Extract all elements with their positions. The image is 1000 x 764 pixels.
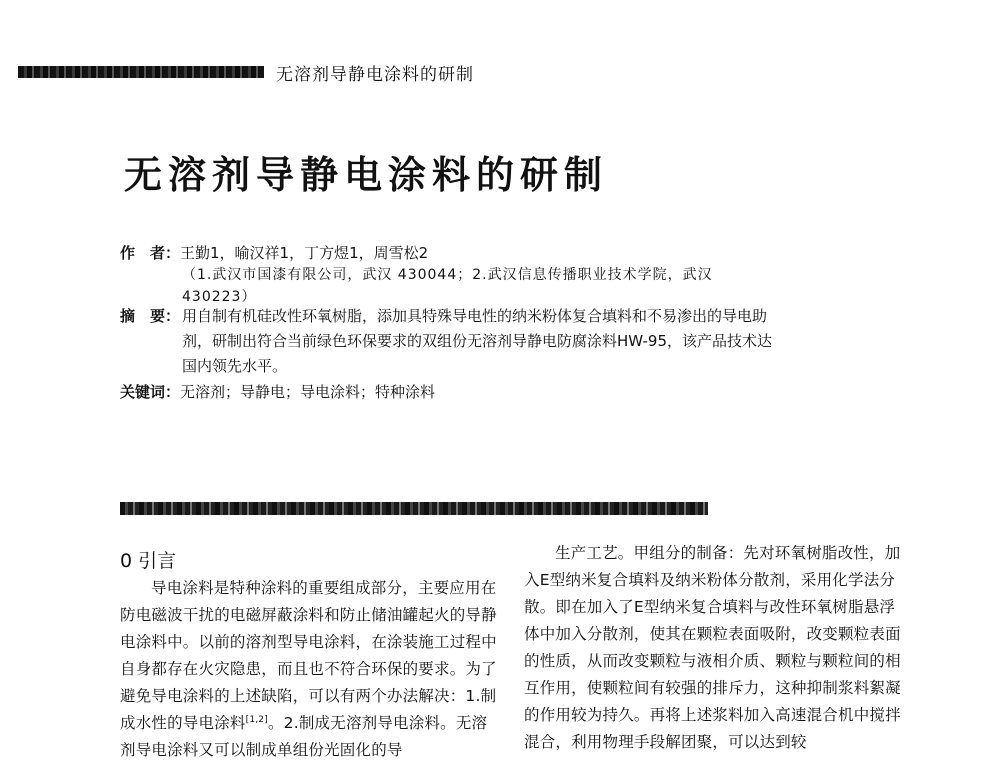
abstract-text: 用自制有机硅改性环氧树脂，添加具特殊导电性的纳米粉体复合填料和不易渗出的导电助剂，研制出符合当前绿色环保要求的双组份无溶剂导静电防腐涂料HW-95，该产品技术达国内领先水平。: [182, 307, 773, 375]
section-divider: [120, 502, 708, 515]
right-column: [524, 540, 904, 756]
left-text-part-2: 。2.制成无溶剂导电涂料。无溶剂导电涂料又可以制成单组份光固化的导: [120, 714, 488, 759]
authors-label: 作 者：: [120, 244, 181, 262]
affiliations: （1.武汉市国漆有限公司，武汉 430044；2.武汉信息传播职业技术学院，武汉 430223）: [182, 267, 713, 305]
keywords-line: [120, 381, 435, 402]
keywords-label: 关键词：: [120, 383, 181, 401]
abstract-label: 摘 要：: [120, 307, 181, 325]
header-decorative-bar: [18, 66, 264, 78]
abstract-block: [120, 304, 780, 379]
keywords-text: 无溶剂；导静电；导电涂料；特种涂料: [180, 383, 436, 401]
article-title: 无溶剂导静电涂料的研制: [124, 152, 609, 197]
right-paragraph: 生产工艺。甲组分的制备：先对环氧树脂改性，加入E型纳米复合填料及纳米粉体分散剂，采用化学法分散。即在加入了E型纳米复合填料与改性环氧树脂悬浮体中加入分散剂，使其在颗粒表面吸附，改变颗粒表面的性质，从而改变颗粒与液相介质、颗粒与颗粒间的相互作用，使颗粒间有较强的排斥力，这种抑制浆料絮凝的作用较为持久。再将上述浆料加入高速混合机中搅拌混合，利用物理手段解团聚，可以达到较: [524, 544, 901, 751]
left-text-part-1: 导电涂料是特种涂料的重要组成部分，主要应用在防电磁波干扰的电磁屏蔽涂料和防止储油罐起火的导静电涂料中。以前的溶剂型导电涂料，在涂装施工过程中自身都存在火灾隐患，而且也不符合环保的要求。为了避免导电涂料的上述缺陷，可以有两个办法解决：1.制成水性的导电涂料: [120, 579, 497, 732]
left-paragraph: [120, 575, 500, 764]
running-header-title: 无溶剂导静电涂料的研制: [276, 65, 474, 85]
authors-line: [120, 242, 428, 264]
citation: [1,2]: [245, 714, 268, 725]
section-heading: 0 引言: [120, 550, 177, 572]
left-column: [120, 548, 500, 764]
authors-names: 王勤1，喻汉祥1，丁方煜1，周雪松2: [180, 244, 429, 262]
